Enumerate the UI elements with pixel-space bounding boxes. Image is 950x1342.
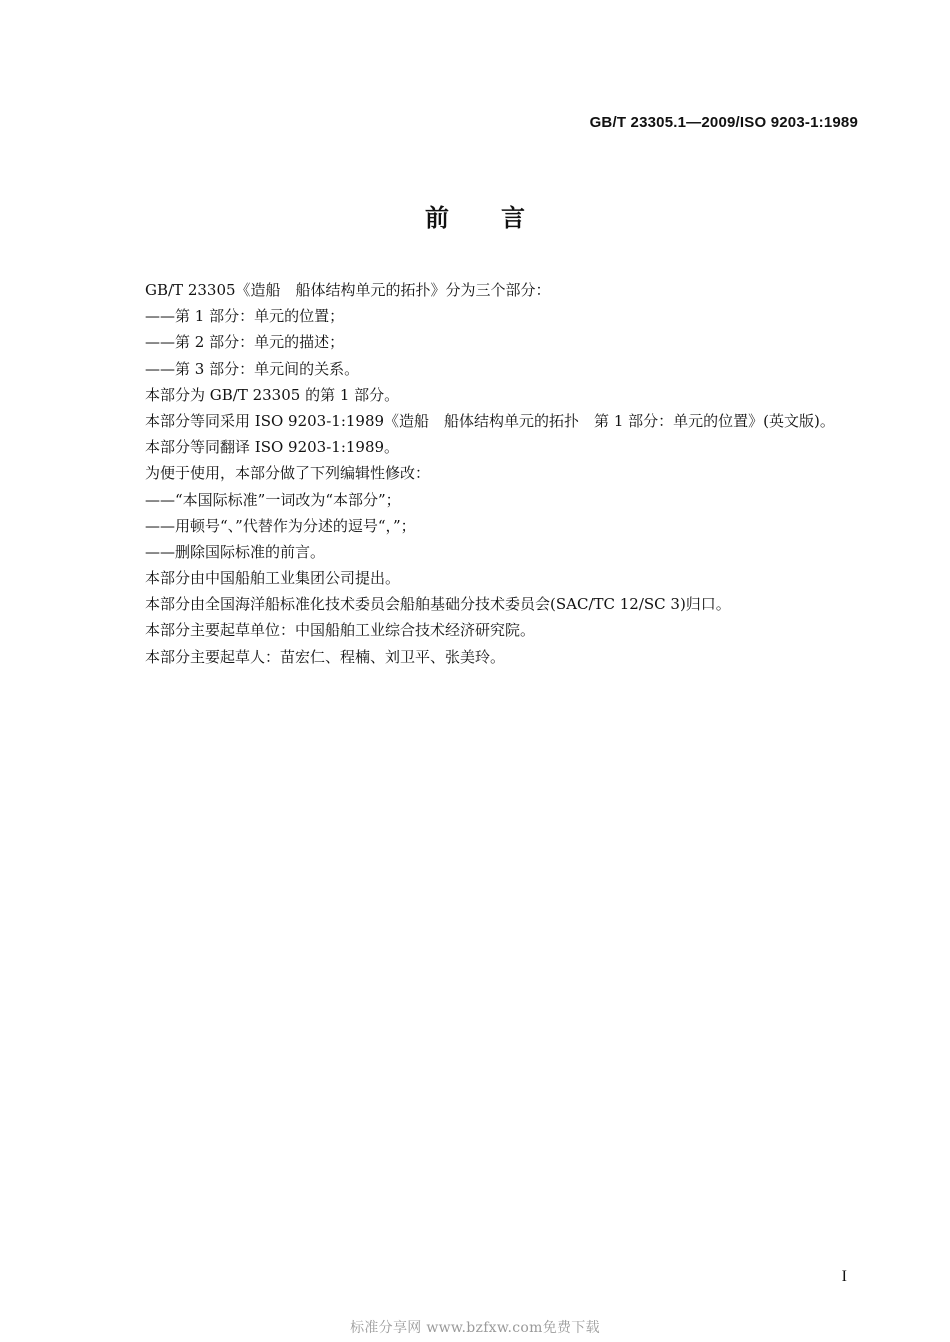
- paragraph-line: 为便于使用，本部分做了下列编辑性修改：: [145, 464, 431, 483]
- watermark-text: 标准分享网 www.bzfxw.com免费下载: [350, 1320, 600, 1336]
- list-item: ——“本国际标准”一词改为“本部分”；: [145, 490, 401, 509]
- paragraph-line: 本部分为 GB/T 23305 的第 1 部分。: [145, 385, 400, 404]
- paragraph-line: 本部分由中国船舶工业集团公司提出。: [145, 569, 401, 588]
- paragraph-line: 本部分由全国海洋船标准化技术委员会船舶基础分技术委员会(SAC/TC 12/SC 3)归口。: [145, 595, 731, 614]
- list-item: ——第 3 部分：单元间的关系。: [145, 359, 360, 378]
- paragraph-line: 本部分主要起草单位：中国船舶工业综合技术经济研究院。: [145, 621, 536, 640]
- page-number: I: [841, 1268, 847, 1285]
- paragraph-line: 本部分主要起草人：苗宏仁、程楠、刘卫平、张美玲。: [145, 647, 506, 666]
- list-item: ——用顿号“、”代替作为分述的逗号“，”；: [145, 516, 416, 535]
- standard-number: GB/T 23305.1—2009/ISO 9203-1:1989: [589, 114, 858, 131]
- list-item: ——删除国际标准的前言。: [145, 542, 326, 561]
- list-item: ——第 1 部分：单元的位置；: [145, 307, 345, 326]
- paragraph-line: 本部分等同采用 ISO 9203-1:1989《造船 船体结构单元的拓扑 第 1 部分：单元的位置》(英文版)。: [145, 411, 835, 430]
- page-title: 前言: [425, 204, 577, 232]
- paragraph-line: GB/T 23305《造船 船体结构单元的拓扑》分为三个部分：: [145, 281, 551, 299]
- list-item: ——第 2 部分：单元的描述；: [145, 333, 345, 352]
- foreword-body: [145, 277, 865, 670]
- paragraph-line: 本部分等同翻译 ISO 9203-1:1989。: [145, 438, 400, 457]
